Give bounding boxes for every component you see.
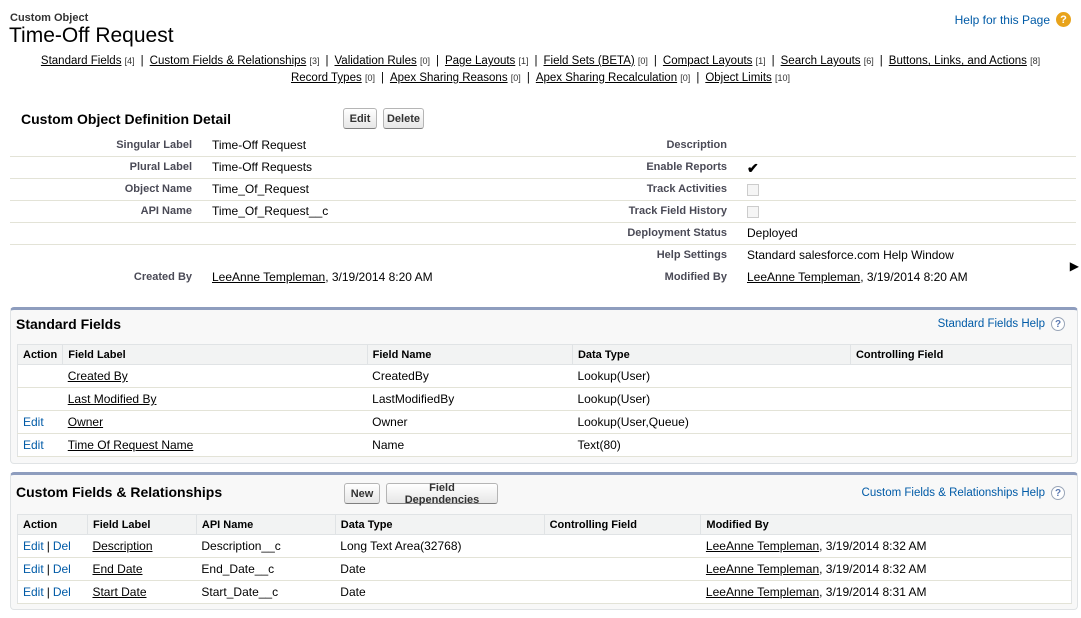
action-separator: | [46,539,50,553]
api-name-cell: Description__c [196,535,335,558]
detail-value: Time_Of_Request [212,182,309,196]
column-header[interactable]: Field Name [367,345,572,365]
table-row [18,558,1072,581]
column-header[interactable]: API Name [196,515,335,535]
help-for-page[interactable] [955,12,1071,27]
column-header[interactable]: Controlling Field [544,515,701,535]
api-name-cell: Start_Date__c [196,581,335,604]
field-label-link[interactable]: Description [92,539,153,553]
detail-label: Singular Label [116,139,192,151]
modified-by-user-link[interactable]: LeeAnne Templeman [705,562,820,576]
field-label-cell [63,411,367,434]
field-label-link[interactable]: Last Modified By [67,392,157,406]
api-name-cell: End_Date__c [196,558,335,581]
field-label-link[interactable]: Start Date [92,585,147,599]
field-name-cell: Owner [367,411,572,434]
data-type-cell: Text(80) [572,434,850,457]
modified-by-cell [701,558,1072,581]
standard-fields-title: Standard Fields [16,316,122,332]
modified-by-date: , 3/19/2014 8:31 AM [819,585,927,599]
detail-table [10,135,1076,291]
created-by-date: , 3/19/2014 8:20 AM [325,270,433,284]
field-label-cell [87,558,196,581]
related-link-count: [10] [774,73,790,83]
object-type-label: Custom Object [10,12,89,24]
link-separator: | [325,55,329,67]
field-name-cell: Name [367,434,572,457]
field-label-cell [63,365,367,388]
controlling-field-cell [544,581,701,604]
data-type-cell: Lookup(User) [572,365,850,388]
detail-checkbox [747,204,759,221]
delete-link[interactable]: Del [52,585,71,599]
field-name-cell: LastModifiedBy [367,388,572,411]
edit-link[interactable]: Edit [23,539,44,553]
related-link-count: [4] [124,56,135,66]
related-link-count: [0] [680,73,691,83]
link-separator: | [140,55,144,67]
standard-fields-section [10,307,1078,464]
field-label-cell [63,434,367,457]
edit-button[interactable]: Edit [343,108,377,129]
table-row [18,581,1072,604]
action-separator: | [46,585,50,599]
action-cell [18,434,63,457]
page-title: Time-Off Request [9,24,174,47]
related-link[interactable]: Object Limits [705,72,772,84]
detail-label: Created By [133,271,192,283]
table-row [18,434,1072,457]
related-links-row [10,53,1071,70]
action-cell [18,558,88,581]
table-row [18,388,1072,411]
table-row [18,411,1072,434]
standard-fields-help[interactable] [938,317,1065,331]
detail-label: Description [666,139,727,151]
question-icon[interactable]: ? [1051,486,1065,500]
related-link[interactable]: Custom Fields & Relationships [149,55,307,67]
unchecked-box-icon [747,206,759,218]
mouse-cursor-icon: ▶ [1069,259,1079,273]
related-link[interactable]: Field Sets (BETA) [543,55,635,67]
field-label-link[interactable]: Time Of Request Name [67,438,194,452]
link-separator: | [771,55,775,67]
related-link-count: [3] [309,56,320,66]
edit-link[interactable]: Edit [23,562,44,576]
edit-link[interactable]: Edit [23,415,44,429]
related-link-count: [8] [1030,56,1041,66]
modified-by-cell [701,581,1072,604]
column-header[interactable]: Field Label [63,345,367,365]
detail-row [10,135,1076,157]
related-link-count: [1] [518,56,529,66]
column-header[interactable]: Controlling Field [850,345,1071,365]
link-separator: | [879,55,883,67]
data-type-cell: Lookup(User) [572,388,850,411]
controlling-field-cell [850,388,1071,411]
detail-label: Object Name [124,183,192,195]
detail-value: Time-Off Requests [212,160,313,174]
action-cell [18,535,88,558]
field-label-cell [87,535,196,558]
related-link[interactable]: Standard Fields [40,55,122,67]
action-cell [18,388,63,411]
help-for-page-link[interactable]: Help for this Page [954,12,1050,27]
related-links-row [10,70,1071,87]
unchecked-box-icon [747,184,759,196]
modified-by-date: , 3/19/2014 8:32 AM [819,562,927,576]
column-header[interactable]: Data Type [335,515,544,535]
controlling-field-cell [544,535,701,558]
action-cell [18,365,63,388]
related-link-count: [0] [637,56,648,66]
related-link-count: [1] [755,56,766,66]
field-label-link[interactable]: Owner [67,415,104,429]
detail-value: Time_Of_Request__c [212,204,329,218]
custom-fields-table [17,514,1072,604]
detail-row [10,223,1076,245]
detail-label: API Name [140,205,192,217]
data-type-cell: Lookup(User,Queue) [572,411,850,434]
related-link[interactable]: Apex Sharing Recalculation [535,72,678,84]
related-list-links [10,53,1071,87]
detail-label: Track Activities [646,183,727,195]
question-icon[interactable]: ? [1056,12,1071,27]
modified-by-user-link[interactable]: LeeAnne Templeman [705,585,820,599]
data-type-cell: Date [335,581,544,604]
created-by-value [212,270,433,284]
field-label-link[interactable]: End Date [92,562,143,576]
modified-by-user-link[interactable]: LeeAnne Templeman [747,270,861,284]
link-separator: | [696,72,700,84]
modified-by-date: , 3/19/2014 8:20 AM [860,270,968,284]
detail-value: Time-Off Request [212,138,307,152]
standard-fields-table [17,344,1072,457]
column-header[interactable]: Action [18,515,88,535]
detail-label: Track Field History [628,205,727,217]
controlling-field-cell [850,434,1071,457]
delete-button[interactable]: Delete [383,108,424,129]
related-link-count: [0] [419,56,430,66]
detail-value: Standard salesforce.com Help Window [747,248,954,262]
link-separator: | [534,55,538,67]
controlling-field-cell [544,558,701,581]
field-dependencies-button[interactable]: Field Dependencies [386,483,498,504]
link-separator: | [435,55,439,67]
controlling-field-cell [850,365,1071,388]
detail-label: Enable Reports [646,161,727,173]
data-type-cell: Date [335,558,544,581]
detail-checkbox [747,182,759,199]
action-cell [18,411,63,434]
field-label-cell [87,581,196,604]
data-type-cell: Long Text Area(32768) [335,535,544,558]
column-header[interactable]: Modified By [701,515,1072,535]
table-row [18,365,1072,388]
modified-by-value [747,270,968,284]
detail-row [10,157,1076,179]
field-label-link[interactable]: Created By [67,369,128,383]
modified-by-cell [701,535,1072,558]
delete-link[interactable]: Del [52,539,71,553]
field-label-cell [63,388,367,411]
custom-fields-title: Custom Fields & Relationships [16,484,223,500]
detail-section-title: Custom Object Definition Detail [21,111,232,127]
action-separator: | [46,562,50,576]
custom-fields-section [10,472,1078,610]
related-link[interactable]: Buttons, Links, and Actions [888,55,1027,67]
field-name-cell: CreatedBy [367,365,572,388]
related-link[interactable]: Compact Layouts [662,55,753,67]
edit-link[interactable]: Edit [23,438,44,452]
detail-label: Deployment Status [627,227,727,239]
delete-link[interactable]: Del [52,562,71,576]
detail-row [10,179,1076,201]
detail-label: Plural Label [129,161,192,173]
modified-by-date: , 3/19/2014 8:32 AM [819,539,927,553]
custom-fields-help-link[interactable]: Custom Fields & Relationships Help [861,487,1045,499]
column-header[interactable]: Data Type [572,345,850,365]
related-link[interactable]: Record Types [290,72,362,84]
related-link[interactable]: Validation Rules [334,55,417,67]
edit-link[interactable]: Edit [23,585,44,599]
detail-row [10,245,1076,267]
detail-label: Modified By [664,271,727,283]
related-link[interactable]: Page Layouts [444,55,516,67]
column-header[interactable]: Field Label [87,515,196,535]
modified-by-user-link[interactable]: LeeAnne Templeman [705,539,820,553]
column-header[interactable]: Action [18,345,63,365]
detail-label: Help Settings [656,249,727,261]
checkmark-icon: ✔ [747,160,759,176]
question-icon[interactable]: ? [1051,317,1065,331]
table-row [18,535,1072,558]
link-separator: | [526,72,530,84]
custom-fields-help[interactable] [862,486,1065,500]
link-separator: | [653,55,657,67]
controlling-field-cell [850,411,1071,434]
standard-fields-help-link[interactable]: Standard Fields Help [937,318,1045,330]
detail-row [10,201,1076,223]
link-separator: | [380,72,384,84]
detail-value: Deployed [747,226,798,240]
related-link-count: [0] [364,73,375,83]
detail-row-audit [10,267,1076,291]
created-by-user-link[interactable]: LeeAnne Templeman [212,270,326,284]
related-link-count: [6] [863,56,874,66]
new-field-button[interactable]: New [344,483,380,504]
action-cell [18,581,88,604]
related-link-count: [0] [510,73,521,83]
related-link[interactable]: Apex Sharing Reasons [389,72,508,84]
related-link[interactable]: Search Layouts [780,55,861,67]
